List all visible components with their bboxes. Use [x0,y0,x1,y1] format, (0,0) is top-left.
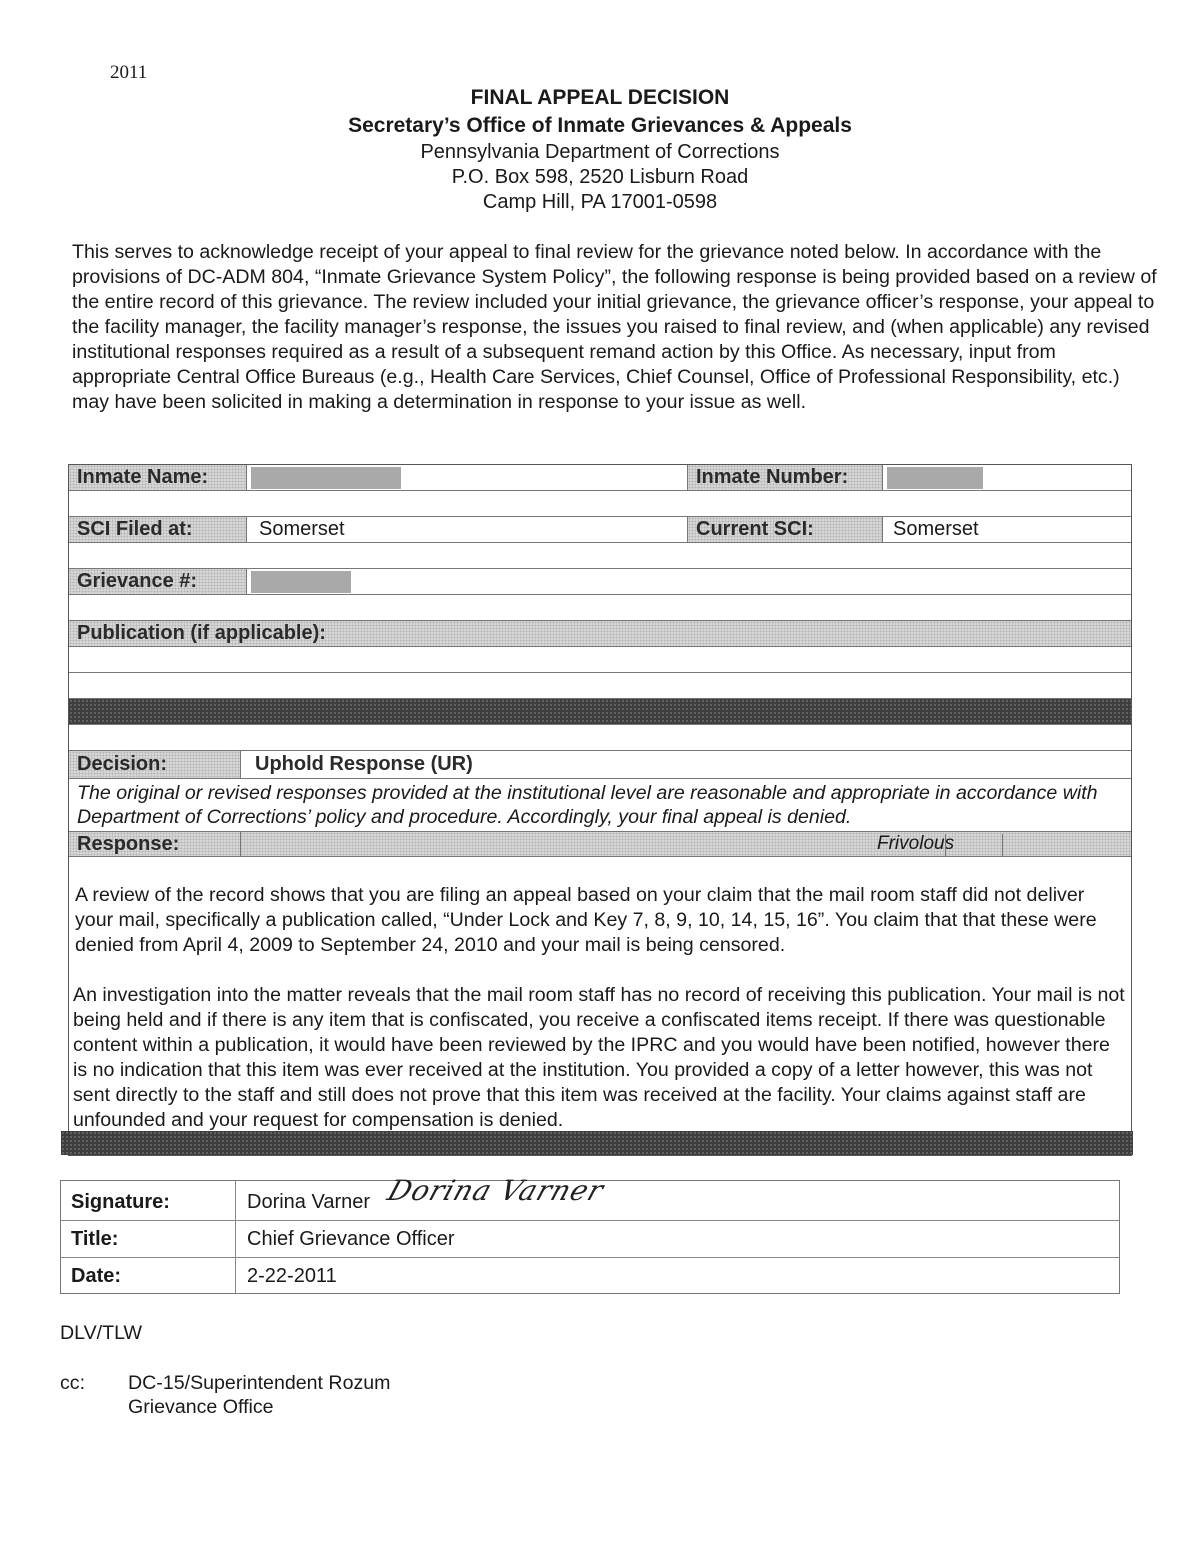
decision-value: Uphold Response (UR) [255,753,473,775]
signature-row [61,1174,1119,1221]
response-value: Frivolous [877,833,955,854]
title-row [61,1221,1119,1258]
spacer-row [69,673,1131,699]
publication-label: Publication (if applicable): [77,622,326,644]
grievance-number-redaction [251,571,351,593]
sci-filed-value: Somerset [259,518,345,540]
response-paragraph-1: A review of the record shows that you are filing an appeal based on your claim that the mail room staff did not deliver your mail, specifically a publication called, “Under Lock and Key 7, 8, 9, 10, 14, 15, 16”. You claim that that these were denied from April 4, 2009 to September 24, 2010 and your mail is being censored. [75,884,1097,956]
department-name: Pennsylvania Department of Corrections [420,141,780,163]
intro-paragraph: This serves to acknowledge receipt of your appeal to final review for the grievance noted below. In accordance with the provisions of DC-ADM 804, “Inmate Grievance System Policy”, the following response is being provided based on a review of the entire record of this grievance. The review included your initial grievance, the grievance officer’s response, your appeal to the facility manager, the facility manager’s response, the issues you raised to final review, and (when applicable) any revised institutional responses required as a result of a subsequent remand action by this Office. As necessary, input from appropriate Central Office Bureaus (e.g., Health Care Services, Chief Counsel, Office of Professional Responsibility, etc.) may have been solicited in making a determination in response to your issue as well. [72,241,1157,413]
date-row [61,1258,1119,1295]
date-label: Date: [71,1265,122,1287]
sci-filed-label: SCI Filed at: [69,517,247,542]
document-title: FINAL APPEAL DECISION [470,86,730,109]
address-line-2: Camp Hill, PA 17001-0598 [482,191,718,213]
spacer-row [69,725,1131,751]
section-divider-bar [69,699,1131,725]
date-value: 2-22-2011 [247,1265,337,1287]
inmate-number-redaction [887,467,983,489]
current-sci-label: Current SCI: [687,517,883,542]
response-paragraph-2: An investigation into the matter reveals that the mail room staff has no record of receiving this publication. Your mail is not being held and if there is any item that is confiscated, you receive a confiscated items receipt. If there was questionable content within a publication, it would have been reviewed by the IPRC and you would have been notified, however there is no indication that this item was ever received at the institution. You provided a copy of a letter however, this was not sent directly to the staff and still does not prove that this item was received at the facility. Your claims against staff are unfounded and your request for compensation is denied. [73,984,1125,1131]
signature-name: Dorina Varner [247,1190,371,1213]
inmate-name-redaction [251,467,401,489]
author-initials: DLV/TLW [60,1322,143,1344]
office-name: Secretary’s Office of Inmate Grievances & Appeals [348,114,852,137]
cc-recipient-1: DC-15/Superintendent Rozum [128,1372,391,1394]
signature-label: Signature: [71,1190,170,1213]
decision-label: Decision: [69,751,241,778]
grievance-number-label: Grievance #: [69,569,247,594]
handwritten-signature: Dorina Varner [383,1174,609,1207]
spacer-row [69,543,1131,569]
appeal-form [68,464,1132,1156]
decision-text: The original or revised responses provided at the institutional level are reasonable and appropriate in accordance with Department of Corrections’ policy and procedure. Accordingly, your final appeal is denied. [77,782,1098,828]
spacer-row [69,647,1131,673]
spacer-row [69,595,1131,621]
address-line-1: P.O. Box 598, 2520 Lisburn Road [451,166,749,188]
sci-row [69,517,1131,543]
response-checkbox [945,834,1003,856]
document-year: 2011 [110,62,148,83]
response-label: Response: [69,832,241,856]
inmate-number-label: Inmate Number: [687,465,883,490]
signature-block [60,1174,1120,1294]
inmate-row [69,465,1131,491]
cc-recipient-2: Grievance Office [128,1396,274,1418]
inmate-name-label: Inmate Name: [69,465,247,490]
cc-label: cc: [60,1372,86,1394]
title-value: Chief Grievance Officer [247,1227,455,1250]
current-sci-value: Somerset [893,518,979,540]
response-row [69,831,1131,857]
publication-row [69,621,1131,647]
bottom-divider-bar [61,1131,1133,1155]
grievance-row [69,569,1131,595]
title-label: Title: [71,1227,119,1250]
spacer-row [69,491,1131,517]
decision-row [69,751,1131,779]
